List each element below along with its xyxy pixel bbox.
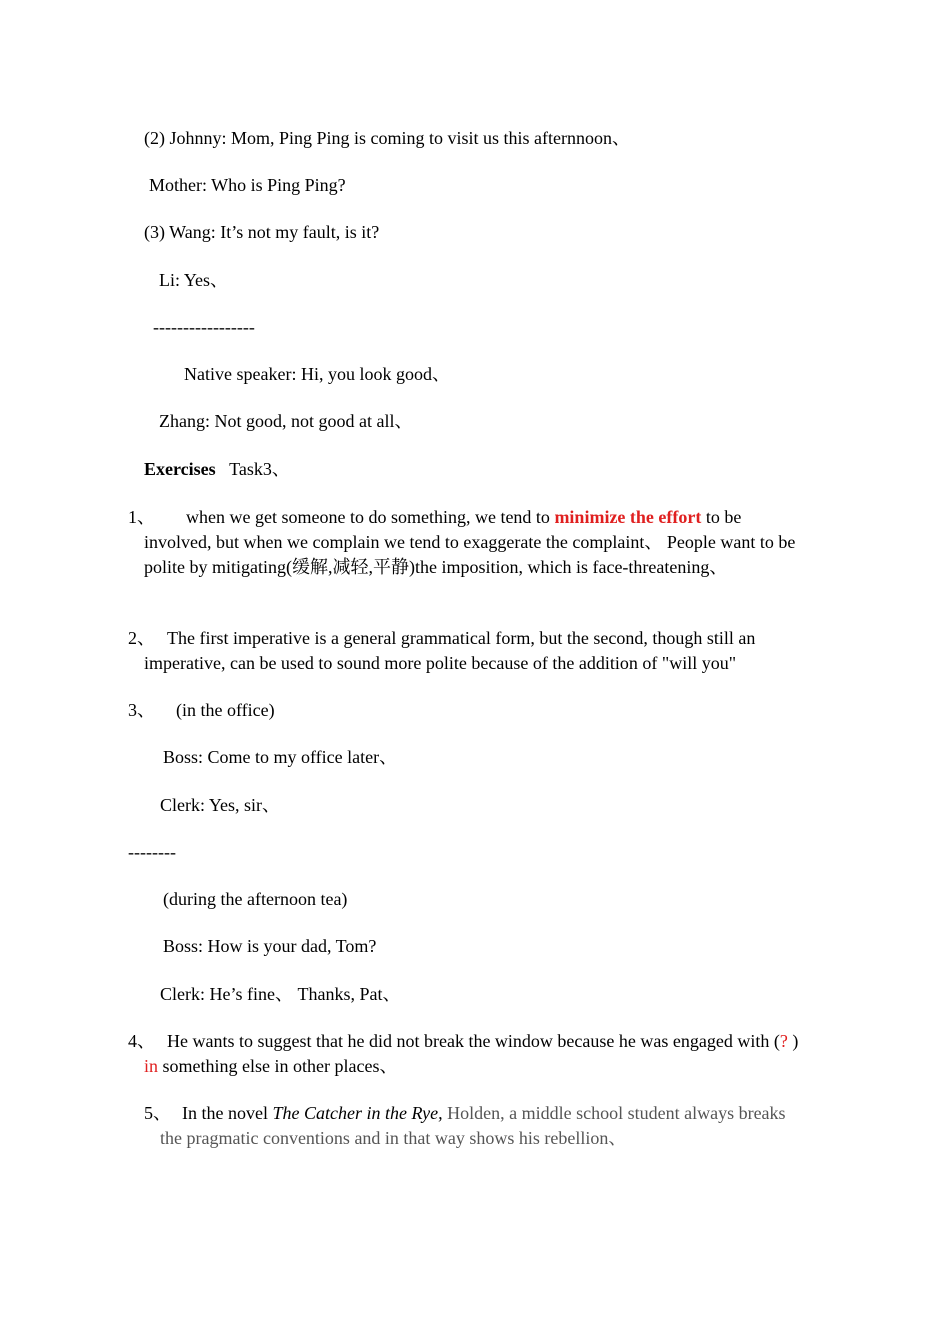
item-1-emphasis: minimize the effort (554, 507, 702, 527)
item-4-number: 4、 (128, 1031, 155, 1051)
item-3-clerk-line-2: Clerk: He’s fine、 Thanks, Pat、 (160, 984, 401, 1004)
item-3-clerk-line-1: Clerk: Yes, sir、 (160, 795, 281, 815)
item-3-separator: -------- (128, 842, 176, 862)
dialogue-johnny: (2) Johnny: Mom, Ping Ping is coming to visit us this afternnoon、 (144, 128, 631, 148)
dialogue-native-speaker: Native speaker: Hi, you look good、 (184, 364, 450, 384)
item-3-boss-line-2: Boss: How is your dad, Tom? (163, 936, 377, 956)
separator-dashes: ----------------- (153, 317, 255, 337)
exercises-title: Exercises (144, 459, 216, 479)
item-3-number: 3、 (128, 700, 155, 720)
exercises-heading (144, 457, 290, 482)
item-4-in-word: in (144, 1056, 159, 1076)
item-4-question-mark: ? (779, 1031, 788, 1051)
item-4-text: He wants to suggest that he did not break the window because he was engaged with (? ) in something else in other places、 (144, 1031, 799, 1076)
item-5-number: 5、 (144, 1103, 171, 1123)
dialogue-mother: Mother: Who is Ping Ping? (149, 175, 346, 195)
item-5-text: In the novel The Catcher in the Rye, Holden, a middle school student always breaks the pragmatic conventions and in that way shows his rebellion、 (160, 1103, 786, 1148)
dialogue-wang: (3) Wang: It’s not my fault, is it? (144, 222, 380, 242)
dialogue-li: Li: Yes、 (159, 270, 229, 290)
item-2-number: 2、 (128, 628, 155, 648)
item-1-text: when we get someone to do something, we tend to minimize the effort to be involved, but when we complain we tend to exaggerate the complaint、 People want to be polite by mitigating(缓解,减轻,平静)the imposition, which is face-threatening、 (144, 507, 796, 577)
exercises-task: Task3、 (229, 459, 290, 479)
item-2-text: The first imperative is a general grammatical form, but the second, though still an imperative, can be used to sound more polite because of the addition of "will you" (144, 628, 756, 673)
item-5-book-title: The Catcher in the Rye, (272, 1103, 443, 1123)
item-3-context-office: (in the office) (176, 700, 275, 720)
item-1-number: 1、 (128, 507, 155, 527)
item-3-boss-line-1: Boss: Come to my office later、 (163, 747, 398, 767)
dialogue-zhang: Zhang: Not good, not good at all、 (159, 411, 413, 431)
item-3-context-tea: (during the afternoon tea) (163, 889, 348, 909)
